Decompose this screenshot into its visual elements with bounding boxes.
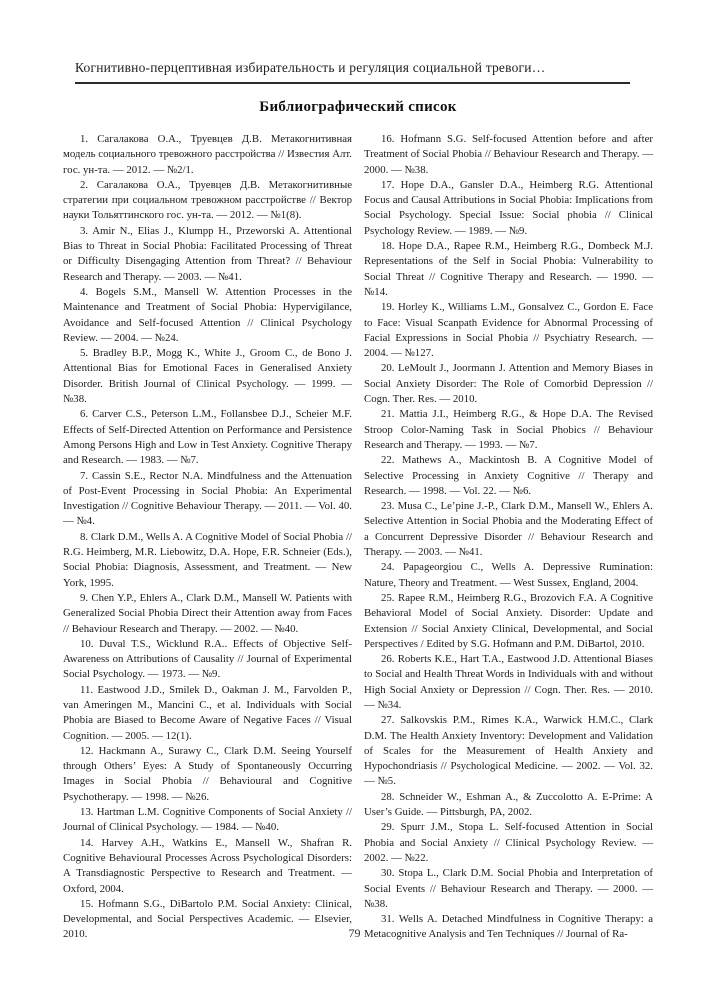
bibliography-entry: 4. Bogels S.M., Mansell W. Attention Processes in the Maintenance and Treatment of Social Phobia: Hypervigilance, Avoidance and Self-focused Attention // Clinical Psychology Review. — 2004. — №24. bbox=[63, 285, 352, 344]
bibliography-entry: 3. Amir N., Elias J., Klumpp H., Przeworski A. Attentional Bias to Threat in Social Phobia: Facilitated Processing of Threat or Difficulty Disengaging Attention from Threat? // Behaviour Research and Therapy. — 2003. — №41. bbox=[63, 224, 352, 283]
bibliography-entry: 22. Mathews A., Mackintosh B. A Cognitive Model of Selective Processing in Anxiety Cognitive // Therapy and Research. — 1998. — Vol. 22. — №6. bbox=[364, 454, 653, 497]
bibliography-entry: 8. Clark D.M., Wells A. A Cognitive Model of Social Phobia // R.G. Heimberg, M.R. Liebowitz, D.A. Hope, F.R. Schneier (Eds.), Social Phobia: Diagnosis, Assessment, and Treatment. — New York, 1995. bbox=[63, 530, 352, 589]
bibliography-entry: 10. Duval T.S., Wicklund R.A.. Effects of Objective Self-Awareness on Attributions of Causality // Journal of Experimental Social Psychology. — 1973. — №9. bbox=[63, 637, 352, 681]
bibliography-entry: 26. Roberts K.E., Hart T.A., Eastwood J.D. Attentional Biases to Social and Health Threat Words in Individuals with and without High Social Anxiety or Depression // Cogn. Ther. Res. — 2010. — №34. bbox=[364, 653, 653, 711]
bibliography-entry: 15. Hofmann S.G., DiBartolo P.M. Social Anxiety: Clinical, Developmental, and Social Perspectives Academic. — Elsevier, 2010. bbox=[63, 897, 352, 941]
bibliography-entry: 2. Сагалакова О.А., Труевцев Д.В. Метакогнитивные стратегии при социальном тревожном расстройстве // Вектор науки Тольяттинского гос. ун-та. — 2012. — №1(8). bbox=[63, 178, 352, 222]
bibliography-entry: 24. Papageorgiou C., Wells A. Depressive Rumination: Nature, Theory and Treatment. — West Sussex, England, 2004. bbox=[364, 561, 653, 589]
bibliography-entry: 11. Eastwood J.D., Smilek D., Oakman J. M., Farvolden P., van Ameringen M., Mancini C., et al. Individuals with Social Phobia are Biased to Become Aware of Negative Faces // Visual Cognition. — 2005. — 12(1). bbox=[63, 683, 352, 742]
running-head: Когнитивно-перцептивная избирательность и регуляция социальной тревоги… bbox=[75, 60, 630, 84]
bibliography-column-left bbox=[63, 132, 352, 943]
bibliography-entry: 23. Musa C., Le’pine J.-P., Clark D.M., Mansell W., Ehlers A. Selective Attention in Social Phobia and the Moderating Effect of a Concurrent Depressive Disorder // Behaviour Research and Therapy. — 2003. — №41. bbox=[364, 500, 653, 559]
bibliography-entry: 6. Carver C.S., Peterson L.M., Follansbee D.J., Scheier M.F. Effects of Self-Directed Attention on Performance and Persistence Among Persons High and Low in Test Anxiety. Cognitive Therapy and Research. — 1983. — №7. bbox=[63, 408, 352, 467]
bibliography-entry: 5. Bradley B.P., Mogg K., White J., Groom C., de Bono J. Attentional Bias for Emotional Faces in Generalised Anxiety Disorder. British Journal of Clinical Psychology. — 1999. — №38. bbox=[63, 347, 352, 406]
bibliography-entry: 30. Stopa L., Clark D.M. Social Phobia and Interpretation of Social Events // Behaviour Research and Therapy. — 2000. — №38. bbox=[364, 867, 653, 910]
bibliography-entry: 16. Hofmann S.G. Self-focused Attention before and after Treatment of Social Phobia // Behaviour Research and Therapy. — 2000. — №38. bbox=[364, 133, 653, 176]
bibliography-entry: 12. Hackmann A., Surawy C., Clark D.M. Seeing Yourself through Others’ Eyes: A Study of Spontaneously Occurring Images in Social Phobia // Behavioural and Cognitive Psychotherapy. — 1998. — №26. bbox=[63, 744, 352, 803]
bibliography-entry: 20. LeMoult J., Joormann J. Attention and Memory Biases in Social Anxiety Disorder: The Role of Comorbid Depression // Cogn. Ther. Res. — 2010. bbox=[364, 362, 653, 406]
bibliography-entry: 9. Chen Y.P., Ehlers A., Clark D.M., Mansell W. Patients with Generalized Social Phobia Direct their Attention away from Faces // Behaviour Research and Therapy. — 2002. — №40. bbox=[63, 591, 352, 635]
bibliography-entry: 29. Spurr J.M., Stopa L. Self-focused Attention in Social Phobia and Social Anxiety // Clinical Psychology Review. — 2002. — №22. bbox=[364, 821, 653, 864]
bibliography-entry: 31. Wells A. Detached Mindfulness in Cognitive Therapy: a Metacognitive Analysis and Ten Techniques // Journal of Ra- bbox=[364, 913, 653, 941]
bibliography-entry: 27. Salkovskis P.M., Rimes K.A., Warwick H.M.C., Clark D.M. The Health Anxiety Inventory: Development and Validation of Scales for the Measurement of Health Anxiety and Hypochondriasis // Psychological Medicine. — 2002. — Vol. 32. — №5. bbox=[364, 714, 653, 788]
bibliography-column-right bbox=[364, 132, 653, 943]
bibliography-entry: 14. Harvey A.H., Watkins E., Mansell W., Shafran R. Cognitive Behavioural Processes Across Psychological Disorders: A Transdiagnostic Perspective to Research and Treatment. — Oxford, 2004. bbox=[63, 836, 352, 895]
bibliography-entry: 1. Сагалакова О.А., Труевцев Д.В. Метакогнитивная модель социального тревожного расстройства // Известия Алт. гос. ун-та. — 2012. — №2/1. bbox=[63, 133, 352, 176]
bibliography-entry: 13. Hartman L.M. Cognitive Components of Social Anxiety // Journal of Clinical Psychology. — 1984. — №40. bbox=[63, 806, 352, 834]
document-page bbox=[63, 60, 653, 943]
bibliography-entry: 19. Horley K., Williams L.M., Gonsalvez C., Gordon E. Face to Face: Visual Scanpath Evidence for Abnormal Processing of Facial Expressions in Social Phobia // Psychiatry Research. — 2004. — №127. bbox=[364, 301, 653, 360]
bibliography-entry: 7. Cassin S.E., Rector N.A. Mindfulness and the Attenuation of Post-Event Processing in Social Phobia: An Experimental Investigation // Cognitive Behaviour Therapy. — 2011. — Vol. 40. — №4. bbox=[63, 469, 352, 528]
bibliography-entry: 25. Rapee R.M., Heimberg R.G., Brozovich F.A. A Cognitive Behavioral Model of Social Anxiety. Disorder: Update and Extension // Social Anxiety Clinical, Developmental, and Social Perspectives / Edited by S.G. Hofmann and P.M. DiBartol, 2010. bbox=[364, 591, 653, 650]
section-title: Библиографический список bbox=[259, 99, 457, 115]
bibliography-entry: 18. Hope D.A., Rapee R.M., Heimberg R.G., Dombeck M.J. Representations of the Self in Social Phobia: Vulnerability to Social Threat // Cognitive Therapy and Research. — 1990. — №14. bbox=[364, 240, 653, 298]
bibliography-entry: 28. Schneider W., Eshman A., & Zuccolotto A. E-Prime: A User’s Guide. — Pittsburgh, PA, 2002. bbox=[364, 790, 653, 819]
bibliography-entry: 17. Hope D.A., Gansler D.A., Heimberg R.G. Attentional Focus and Causal Attributions in Social Phobia: Implications from Social Psychology. Special Issue: Social phobia // Clinical Psychology Review. — 1989. — №9. bbox=[364, 178, 653, 237]
page-number: 79 bbox=[348, 926, 361, 940]
bibliography-entry: 21. Mattia J.I., Heimberg R.G., & Hope D.A. The Revised Stroop Color-Naming Task in Social Phobics // Behaviour Research and Therapy. — 1993. — №7. bbox=[364, 408, 653, 451]
bibliography bbox=[63, 132, 653, 943]
